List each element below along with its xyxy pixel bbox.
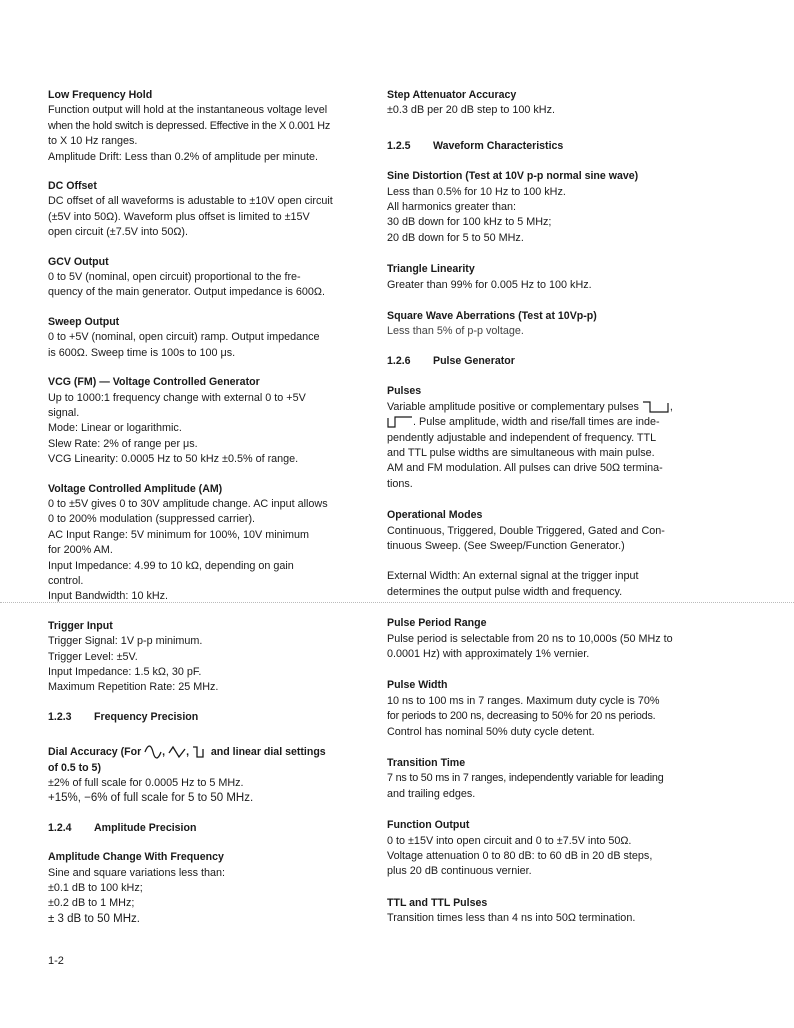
body-line: Transition times less than 4 ns into 50Ω termination. xyxy=(387,912,636,925)
section-heading: Step Attenuator Accuracy xyxy=(387,89,517,101)
body-line xyxy=(387,415,695,430)
body-line: Less than 0.5% for 10 Hz to 100 kHz. xyxy=(387,185,566,198)
body-line: Maximum Repetition Rate: 25 MHz. xyxy=(48,681,219,694)
complementary-pulse-icon xyxy=(387,416,413,428)
section-heading-cont: of 0.5 to 5) xyxy=(48,761,101,774)
body-line: quency of the main generator. Output impedance is 600Ω. xyxy=(48,286,325,299)
section-heading: Sine Distortion (Test at 10V p-p normal sine wave) xyxy=(387,170,639,183)
body-line: is 600Ω. Sweep time is 100s to 100 μs. xyxy=(48,346,236,359)
gcv-output-section xyxy=(48,255,358,301)
body-line: 7 ns to 50 ms in 7 ranges, independently variable for leading xyxy=(387,772,664,785)
body-line: All harmonics greater than: xyxy=(387,201,517,214)
body-line: AM and FM modulation. All pulses can drive 50Ω termina- xyxy=(387,462,663,475)
body-line: 20 dB down for 5 to 50 MHz. xyxy=(387,231,524,244)
function-output-section xyxy=(387,818,695,880)
body-line: Function output will hold at the instantaneous voltage level xyxy=(48,104,328,117)
step-attenuator-section xyxy=(387,88,695,119)
section-number: 1.2.5 xyxy=(387,139,411,152)
section-heading: Pulse Period Range xyxy=(387,617,487,630)
vcg-section xyxy=(48,375,358,467)
section-heading: Transition Time xyxy=(387,757,466,769)
section-number-heading xyxy=(48,710,358,725)
body-line: Slew Rate: 2% of range per μs. xyxy=(48,437,198,450)
pulse-width-section xyxy=(387,678,695,740)
body-line: VCG Linearity: 0.0005 Hz to 50 kHz ±0.5% of range. xyxy=(48,453,299,466)
vca-section xyxy=(48,482,358,605)
body-line: Greater than 99% for 0.005 Hz to 100 kHz. xyxy=(387,278,592,291)
body-line: 0.0001 Hz) with approximately 1% vernier. xyxy=(387,647,590,660)
body-line: to X 10 Hz ranges. xyxy=(48,135,138,148)
body-line: and trailing edges. xyxy=(387,787,476,800)
body-line: AC Input Range: 5V minimum for 100%, 10V minimum xyxy=(48,528,310,541)
body-line: Input Bandwidth: 10 kHz. xyxy=(48,590,169,603)
body-line: Up to 1000:1 frequency change with external 0 to +5V xyxy=(48,391,306,404)
pulse-period-range-section xyxy=(387,616,695,662)
section-heading: Sweep Output xyxy=(48,315,120,328)
low-frequency-hold-section xyxy=(48,88,358,165)
body-line: tions. xyxy=(387,477,413,490)
section-heading: Pulse Width xyxy=(387,679,448,692)
body-line: Trigger Level: ±5V. xyxy=(48,650,138,663)
section-heading: Trigger Input xyxy=(48,619,113,632)
section-heading: Low Frequency Hold xyxy=(48,89,153,101)
body-line: External Width: An external signal at the trigger input xyxy=(387,570,639,583)
body-line: Input Impedance: 1.5 kΩ, 30 pF. xyxy=(48,666,202,678)
section-heading: Dial Accuracy (For , , and linear dial settings xyxy=(48,746,326,759)
section-heading: Square Wave Aberrations (Test at 10Vp-p) xyxy=(387,310,597,323)
amplitude-change-section xyxy=(48,850,358,927)
trigger-input-section xyxy=(48,619,358,696)
square-wave-aberrations-section xyxy=(387,309,695,340)
operational-modes-section xyxy=(387,508,695,600)
page-number: 1-2 xyxy=(48,955,64,967)
body-text: . Pulse amplitude, width and rise/fall times are inde- xyxy=(413,416,660,429)
sine-wave-icon xyxy=(144,745,162,759)
body-line: open circuit (±7.5V into 50Ω). xyxy=(48,226,189,239)
body-line: Pulse period is selectable from 20 ns to 10,000s (50 MHz to xyxy=(387,632,673,645)
body-line: Less than 5% of p-p voltage. xyxy=(387,325,524,338)
section-title: Frequency Precision xyxy=(94,710,199,723)
section-heading: Function Output xyxy=(387,819,470,832)
body-line: pendently adjustable and independent of frequency. TTL xyxy=(387,431,657,444)
section-heading: Pulses xyxy=(387,385,422,398)
section-heading: TTL and TTL Pulses xyxy=(387,896,488,909)
section-heading: Triangle Linearity xyxy=(387,263,475,276)
section-heading: VCG (FM) — Voltage Controlled Generator xyxy=(48,376,260,389)
section-heading: DC Offset xyxy=(48,180,97,193)
heading-part: and linear dial settings xyxy=(210,746,326,759)
body-line: 30 dB down for 100 kHz to 5 MHz; xyxy=(387,216,552,229)
section-heading: Operational Modes xyxy=(387,509,483,522)
body-line: 0 to +5V (nominal, open circuit) ramp. Output impedance xyxy=(48,331,320,344)
body-line: DC offset of all waveforms is adustable to ±10V open circuit xyxy=(48,195,333,208)
body-line: (±5V into 50Ω). Waveform plus offset is limited to ±15V xyxy=(48,210,310,223)
body-line: ±2% of full scale for 0.0005 Hz to 5 MHz. xyxy=(48,777,244,790)
body-line: +15%, −6% of full scale for 5 to 50 MHz. xyxy=(48,792,254,805)
ttl-pulses-section xyxy=(387,896,695,927)
body-line: control. xyxy=(48,574,84,587)
body-line: when the hold switch is depressed. Effective in the X 0.001 Hz xyxy=(48,119,330,132)
body-line: Voltage attenuation 0 to 80 dB: to 60 dB in 20 dB steps, xyxy=(387,850,653,863)
section-title: Waveform Characteristics xyxy=(433,139,564,152)
section-number-heading xyxy=(48,821,358,836)
sweep-output-section xyxy=(48,315,358,361)
body-line: for periods to 200 ns, decreasing to 50% for 20 ns periods. xyxy=(387,710,656,723)
pulses-section xyxy=(387,384,695,492)
body-line: determines the output pulse width and frequency. xyxy=(387,585,623,598)
body-line: ± 3 dB to 50 MHz. xyxy=(48,912,140,925)
body-line: and TTL pulse widths are simultaneous with main pulse. xyxy=(387,446,655,459)
dial-accuracy-section xyxy=(48,745,358,807)
body-line: Control has nominal 50% duty cycle detent. xyxy=(387,725,595,738)
body-line: 0 to 200% modulation (suppressed carrier). xyxy=(48,513,256,526)
section-number: 1.2.3 xyxy=(48,710,72,723)
section-number-heading xyxy=(387,139,695,154)
body-line: Variable amplitude positive or complementary pulses , xyxy=(387,400,673,413)
right-column xyxy=(387,88,695,941)
body-line: ±0.1 dB to 100 kHz; xyxy=(48,882,143,895)
body-line: Amplitude Drift: Less than 0.2% of amplitude per minute. xyxy=(48,150,319,163)
section-heading: GCV Output xyxy=(48,255,109,268)
dc-offset-section xyxy=(48,179,358,241)
body-line: Trigger Signal: 1V p-p minimum. xyxy=(48,635,203,648)
square-wave-icon xyxy=(192,745,208,759)
body-line: tinuous Sweep. (See Sweep/Function Generator.) xyxy=(387,539,625,552)
section-title: Amplitude Precision xyxy=(94,821,197,834)
body-line: signal. xyxy=(48,406,80,419)
section-heading: Voltage Controlled Amplitude (AM) xyxy=(48,482,223,495)
triangle-wave-icon xyxy=(168,745,186,759)
sine-distortion-section xyxy=(387,169,695,246)
body-line: Mode: Linear or logarithmic. xyxy=(48,422,182,435)
section-number: 1.2.6 xyxy=(387,354,411,367)
positive-pulse-icon xyxy=(642,401,670,413)
body-line: ±0.3 dB per 20 dB step to 100 kHz. xyxy=(387,104,555,117)
section-number-heading xyxy=(387,354,695,369)
section-number: 1.2.4 xyxy=(48,821,72,834)
body-text: Variable amplitude positive or complementary pulses xyxy=(387,400,639,413)
section-title: Pulse Generator xyxy=(433,354,515,367)
body-line: plus 20 dB continuous vernier. xyxy=(387,865,532,878)
body-line: ±0.2 dB to 1 MHz; xyxy=(48,897,135,910)
triangle-linearity-section xyxy=(387,262,695,293)
body-line: Input Impedance: 4.99 to 10 kΩ, depending on gain xyxy=(48,559,294,572)
body-line: 0 to ±5V gives 0 to 30V amplitude change. AC input allows xyxy=(48,497,328,510)
transition-time-section xyxy=(387,756,695,802)
left-column xyxy=(48,88,358,941)
body-line: Sine and square variations less than: xyxy=(48,866,226,879)
body-line: Continuous, Triggered, Double Triggered, Gated and Con- xyxy=(387,524,665,537)
heading-part: Dial Accuracy (For xyxy=(48,746,142,759)
body-line: 0 to ±15V into open circuit and 0 to ±7.5V into 50Ω. xyxy=(387,834,632,847)
body-line: for 200% AM. xyxy=(48,544,113,557)
body-line: 10 ns to 100 ms in 7 ranges. Maximum duty cycle is 70% xyxy=(387,694,660,707)
section-heading: Amplitude Change With Frequency xyxy=(48,851,224,864)
body-line: 0 to 5V (nominal, open circuit) proportional to the fre- xyxy=(48,271,301,284)
